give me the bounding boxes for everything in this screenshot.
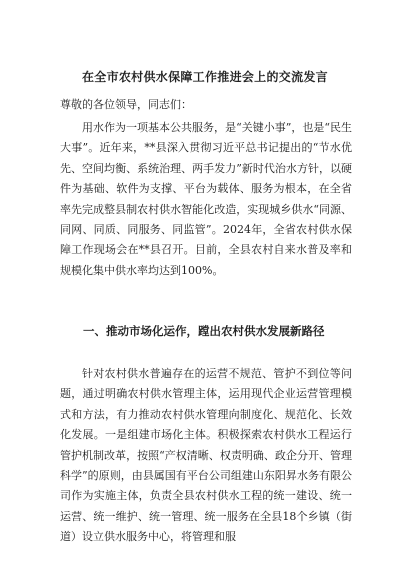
- section-heading-1: 一、推动市场化运作，蹚出农村供水发展新路径: [83, 324, 325, 338]
- salutation: 尊敬的各位领导，同志们：: [60, 98, 192, 111]
- document-title: 在全市农村供水保障工作推进会上的交流发言: [81, 70, 328, 84]
- body-paragraph-2: 针对农村供水普遍存在的运营不规范、管护不到位等问题，通过明确农村供水管理主体，运用现代企业运营管理模式和方法，有力推动农村供水管理向制度化、规范化、长效化发展。一是组建市场化主体。积极探索农村供水工程运行管护机制改革，按照“产权清晰、权责明确、政企分开、管理科学”的原则，由县属国有平台公司组建山东阳昇水务有限公司作为实施主体，负责全县农村供水工程的统一建设、统一运营、统一维护、统一管理、统一服务在全县18个乡镇（街道）设立供水服务中心，将管理和服: [60, 367, 352, 544]
- body-paragraph-1: 用水作为一项基本公共服务，是“关键小事”，也是“民生大事”。近年来，**县深入贯彻习近平总书记提出的“节水优先、空间均衡、系统治理、两手发力”新时代治水方针，以硬件为基础、软件为支撑、平台为载体、服务为根本，在全省率先完成整县制农村供水智能化改造，实现城乡供水“同源、同网、同质、同服务、同监管”。2024年，全省农村供水保障工作现场会在**县召开。目前，全县农村自来水普及率和规模化集中供水率均达到100%。: [60, 121, 352, 277]
